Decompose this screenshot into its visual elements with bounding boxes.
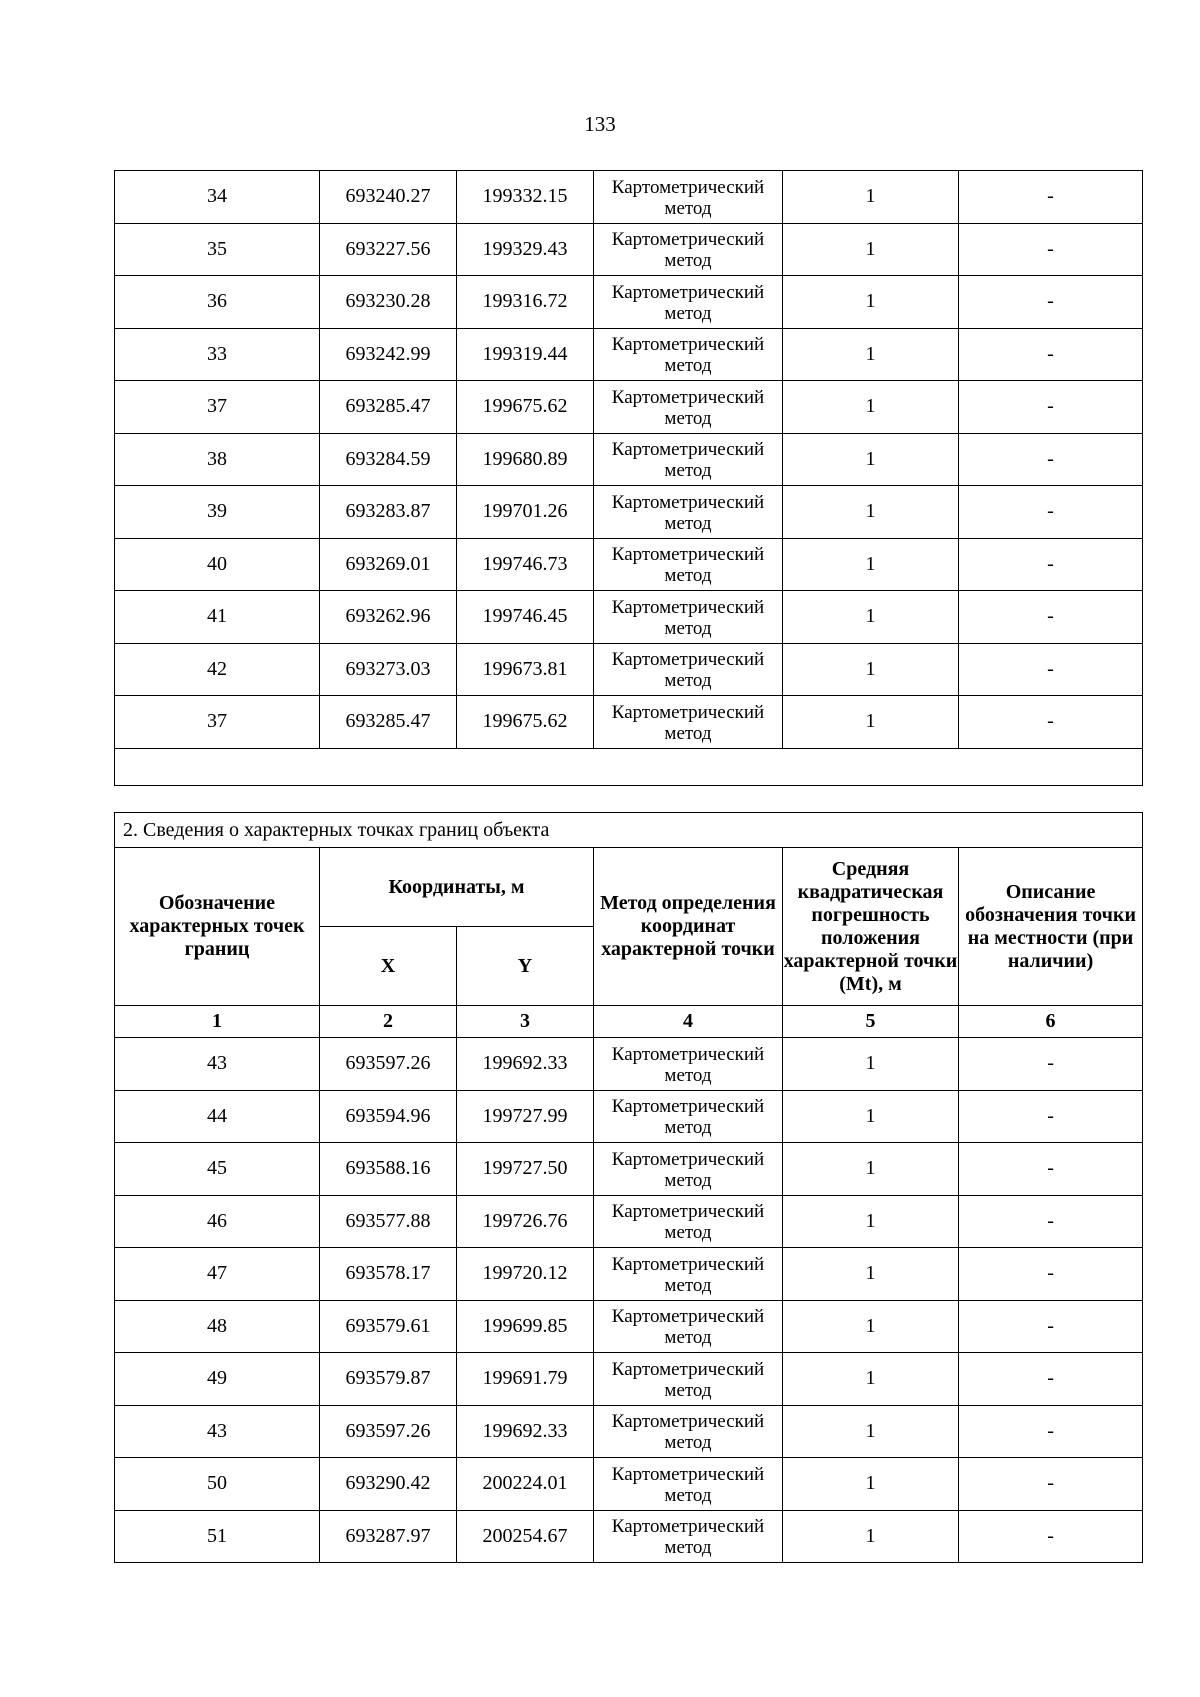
- x-coordinate-cell: 693262.96: [320, 591, 457, 644]
- point-cell: 44: [115, 1090, 320, 1143]
- description-cell: -: [959, 1458, 1143, 1511]
- description-cell: -: [959, 171, 1143, 224]
- description-cell: -: [959, 696, 1143, 749]
- description-cell: -: [959, 381, 1143, 434]
- point-cell: 40: [115, 538, 320, 591]
- description-cell: -: [959, 1353, 1143, 1406]
- method-cell: [594, 1353, 783, 1406]
- method-text-line1: Картометрический: [611, 1358, 765, 1380]
- table-row: [115, 171, 1143, 224]
- method-cell: [594, 643, 783, 696]
- x-coordinate-cell: 693269.01: [320, 538, 457, 591]
- description-cell: -: [959, 643, 1143, 696]
- point-cell: 39: [115, 486, 320, 539]
- mean-error-cell: 1: [783, 381, 959, 434]
- x-coordinate-cell: 693597.26: [320, 1405, 457, 1458]
- method-text-line2: метод: [664, 250, 712, 272]
- x-coordinate-cell: 693227.56: [320, 223, 457, 276]
- method-cell: [594, 1248, 783, 1301]
- mean-error-cell: 1: [783, 1405, 959, 1458]
- coordinates-table-continued: [114, 170, 1143, 786]
- point-cell: 38: [115, 433, 320, 486]
- y-coordinate-cell: 199680.89: [457, 433, 594, 486]
- column-number: 5: [783, 1006, 959, 1038]
- method-text-line1: Картометрический: [611, 701, 765, 723]
- point-cell: 50: [115, 1458, 320, 1511]
- y-coordinate-cell: 199675.62: [457, 381, 594, 434]
- y-coordinate-cell: 199692.33: [457, 1405, 594, 1458]
- point-cell: 49: [115, 1353, 320, 1406]
- method-text-line1: Картометрический: [611, 386, 765, 408]
- description-cell: -: [959, 1038, 1143, 1091]
- x-coordinate-cell: 693594.96: [320, 1090, 457, 1143]
- y-coordinate-cell: 199329.43: [457, 223, 594, 276]
- mean-error-cell: 1: [783, 1143, 959, 1196]
- section-title: 2. Сведения о характерных точках границ объекта: [115, 813, 1143, 848]
- method-cell: [594, 223, 783, 276]
- table-row: [115, 591, 1143, 644]
- mean-error-cell: 1: [783, 696, 959, 749]
- description-cell: -: [959, 538, 1143, 591]
- method-cell: [594, 276, 783, 329]
- table-row: [115, 1510, 1143, 1563]
- description-cell: -: [959, 1248, 1143, 1301]
- point-cell: 37: [115, 696, 320, 749]
- table-row: [115, 1405, 1143, 1458]
- x-coordinate-cell: 693290.42: [320, 1458, 457, 1511]
- y-coordinate-cell: 199316.72: [457, 276, 594, 329]
- method-text-line2: метод: [664, 1274, 712, 1296]
- method-cell: [594, 433, 783, 486]
- method-text-line2: метод: [664, 1327, 712, 1349]
- x-coordinate-cell: 693577.88: [320, 1195, 457, 1248]
- method-cell: [594, 171, 783, 224]
- header-coordinates: Координаты, м: [320, 848, 594, 927]
- method-text-line1: Картометрический: [611, 229, 765, 251]
- method-text-line2: метод: [664, 407, 712, 429]
- description-cell: -: [959, 1405, 1143, 1458]
- method-cell: [594, 1195, 783, 1248]
- table-row: [115, 1038, 1143, 1091]
- y-coordinate-cell: 199726.76: [457, 1195, 594, 1248]
- method-text-line2: метод: [664, 1222, 712, 1244]
- method-text-line2: метод: [664, 512, 712, 534]
- x-coordinate-cell: 693579.87: [320, 1353, 457, 1406]
- x-coordinate-cell: 693579.61: [320, 1300, 457, 1353]
- method-text-line1: Картометрический: [611, 439, 765, 461]
- method-cell: [594, 1300, 783, 1353]
- method-cell: [594, 1090, 783, 1143]
- method-text-line2: метод: [664, 1169, 712, 1191]
- table-row: [115, 643, 1143, 696]
- y-coordinate-cell: 199692.33: [457, 1038, 594, 1091]
- method-text-line1: Картометрический: [611, 1148, 765, 1170]
- column-number: 6: [959, 1006, 1143, 1038]
- point-cell: 37: [115, 381, 320, 434]
- table-row: [115, 486, 1143, 539]
- method-text-line1: Картометрический: [611, 1411, 765, 1433]
- point-cell: 51: [115, 1510, 320, 1563]
- column-number: 3: [457, 1006, 594, 1038]
- table-row: [115, 1353, 1143, 1406]
- description-cell: -: [959, 433, 1143, 486]
- column-number: 1: [115, 1006, 320, 1038]
- y-coordinate-cell: 200254.67: [457, 1510, 594, 1563]
- method-text-line1: Картометрический: [611, 649, 765, 671]
- point-cell: 45: [115, 1143, 320, 1196]
- point-cell: 35: [115, 223, 320, 276]
- method-text-line1: Картометрический: [611, 1516, 765, 1538]
- method-text-line1: Картометрический: [611, 1201, 765, 1223]
- mean-error-cell: 1: [783, 643, 959, 696]
- x-coordinate-cell: 693285.47: [320, 381, 457, 434]
- y-coordinate-cell: 199699.85: [457, 1300, 594, 1353]
- method-text-line1: Картометрический: [611, 1306, 765, 1328]
- method-text-line2: метод: [664, 670, 712, 692]
- method-text-line2: метод: [664, 302, 712, 324]
- point-cell: 42: [115, 643, 320, 696]
- description-cell: -: [959, 1195, 1143, 1248]
- method-cell: [594, 1405, 783, 1458]
- y-coordinate-cell: 200224.01: [457, 1458, 594, 1511]
- header-point-designation: Обозначение характерных точек границ: [115, 848, 320, 1006]
- y-coordinate-cell: 199746.45: [457, 591, 594, 644]
- mean-error-cell: 1: [783, 1353, 959, 1406]
- table-row: [115, 328, 1143, 381]
- column-number: 4: [594, 1006, 783, 1038]
- column-number: 2: [320, 1006, 457, 1038]
- mean-error-cell: 1: [783, 1458, 959, 1511]
- table-row: [115, 276, 1143, 329]
- x-coordinate-cell: 693273.03: [320, 643, 457, 696]
- method-text-line1: Картометрический: [611, 281, 765, 303]
- x-coordinate-cell: 693242.99: [320, 328, 457, 381]
- table-row: [115, 696, 1143, 749]
- method-cell: [594, 696, 783, 749]
- method-text-line2: метод: [664, 565, 712, 587]
- point-cell: 48: [115, 1300, 320, 1353]
- point-cell: 43: [115, 1405, 320, 1458]
- y-coordinate-cell: 199691.79: [457, 1353, 594, 1406]
- mean-error-cell: 1: [783, 171, 959, 224]
- table-row: [115, 538, 1143, 591]
- mean-error-cell: 1: [783, 223, 959, 276]
- mean-error-cell: 1: [783, 1510, 959, 1563]
- x-coordinate-cell: 693597.26: [320, 1038, 457, 1091]
- point-cell: 46: [115, 1195, 320, 1248]
- x-coordinate-cell: 693283.87: [320, 486, 457, 539]
- point-cell: 43: [115, 1038, 320, 1091]
- method-cell: [594, 486, 783, 539]
- description-cell: -: [959, 486, 1143, 539]
- x-coordinate-cell: 693240.27: [320, 171, 457, 224]
- boundary-points-table: [114, 812, 1143, 1563]
- method-cell: [594, 1143, 783, 1196]
- header-x: X: [320, 927, 457, 1006]
- table-row: [115, 1195, 1143, 1248]
- header-mean-error: Средняя квадратическая погрешность положения характерной точки (Mt), м: [783, 848, 959, 1006]
- boundary-points-table-body: [115, 1038, 1143, 1563]
- method-cell: [594, 538, 783, 591]
- method-cell: [594, 1458, 783, 1511]
- header-method: Метод определения координат характерной точки: [594, 848, 783, 1006]
- page-number: 133: [584, 112, 616, 136]
- empty-cell: [115, 748, 1143, 785]
- mean-error-cell: 1: [783, 433, 959, 486]
- mean-error-cell: 1: [783, 591, 959, 644]
- description-cell: -: [959, 1090, 1143, 1143]
- mean-error-cell: 1: [783, 538, 959, 591]
- method-text-line2: метод: [664, 1537, 712, 1559]
- method-text-line2: метод: [664, 355, 712, 377]
- method-text-line2: метод: [664, 1484, 712, 1506]
- header-y: Y: [457, 927, 594, 1006]
- table-row: [115, 433, 1143, 486]
- description-cell: -: [959, 1510, 1143, 1563]
- point-cell: 47: [115, 1248, 320, 1301]
- mean-error-cell: 1: [783, 1038, 959, 1091]
- x-coordinate-cell: 693287.97: [320, 1510, 457, 1563]
- method-text-line2: метод: [664, 1117, 712, 1139]
- x-coordinate-cell: 693588.16: [320, 1143, 457, 1196]
- point-cell: 41: [115, 591, 320, 644]
- y-coordinate-cell: 199673.81: [457, 643, 594, 696]
- y-coordinate-cell: 199746.73: [457, 538, 594, 591]
- description-cell: -: [959, 1143, 1143, 1196]
- table-row: [115, 1300, 1143, 1353]
- point-cell: 36: [115, 276, 320, 329]
- mean-error-cell: 1: [783, 1090, 959, 1143]
- y-coordinate-cell: 199675.62: [457, 696, 594, 749]
- table-row: [115, 381, 1143, 434]
- method-text-line1: Картометрический: [611, 1043, 765, 1065]
- table-row: [115, 1458, 1143, 1511]
- mean-error-cell: 1: [783, 276, 959, 329]
- y-coordinate-cell: 199727.50: [457, 1143, 594, 1196]
- mean-error-cell: 1: [783, 1195, 959, 1248]
- method-cell: [594, 1510, 783, 1563]
- y-coordinate-cell: 199319.44: [457, 328, 594, 381]
- x-coordinate-cell: 693284.59: [320, 433, 457, 486]
- mean-error-cell: 1: [783, 1300, 959, 1353]
- description-cell: -: [959, 591, 1143, 644]
- description-cell: -: [959, 223, 1143, 276]
- method-text-line1: Картометрический: [611, 334, 765, 356]
- table-row: [115, 223, 1143, 276]
- method-text-line2: метод: [664, 1379, 712, 1401]
- point-cell: 33: [115, 328, 320, 381]
- method-text-line2: метод: [664, 1432, 712, 1454]
- method-text-line1: Картометрический: [611, 596, 765, 618]
- empty-row: [115, 748, 1143, 785]
- x-coordinate-cell: 693578.17: [320, 1248, 457, 1301]
- method-text-line1: Картометрический: [611, 1253, 765, 1275]
- y-coordinate-cell: 199727.99: [457, 1090, 594, 1143]
- method-text-line2: метод: [664, 197, 712, 219]
- method-text-line2: метод: [664, 1064, 712, 1086]
- mean-error-cell: 1: [783, 486, 959, 539]
- method-cell: [594, 381, 783, 434]
- coordinates-table-body: [115, 171, 1143, 786]
- table-row: [115, 1143, 1143, 1196]
- table-row: [115, 1090, 1143, 1143]
- method-cell: [594, 1038, 783, 1091]
- header-description: Описание обозначения точки на местности (при наличии): [959, 848, 1143, 1006]
- y-coordinate-cell: 199701.26: [457, 486, 594, 539]
- method-text-line1: Картометрический: [611, 491, 765, 513]
- method-text-line1: Картометрический: [611, 176, 765, 198]
- description-cell: -: [959, 328, 1143, 381]
- mean-error-cell: 1: [783, 1248, 959, 1301]
- table-row: [115, 1248, 1143, 1301]
- method-text-line2: метод: [664, 460, 712, 482]
- method-text-line2: метод: [664, 722, 712, 744]
- y-coordinate-cell: 199332.15: [457, 171, 594, 224]
- x-coordinate-cell: 693230.28: [320, 276, 457, 329]
- method-text-line1: Картометрический: [611, 1463, 765, 1485]
- method-text-line1: Картометрический: [611, 1096, 765, 1118]
- point-cell: 34: [115, 171, 320, 224]
- method-text-line2: метод: [664, 617, 712, 639]
- y-coordinate-cell: 199720.12: [457, 1248, 594, 1301]
- x-coordinate-cell: 693285.47: [320, 696, 457, 749]
- method-cell: [594, 328, 783, 381]
- description-cell: -: [959, 1300, 1143, 1353]
- mean-error-cell: 1: [783, 328, 959, 381]
- method-text-line1: Картометрический: [611, 544, 765, 566]
- method-cell: [594, 591, 783, 644]
- description-cell: -: [959, 276, 1143, 329]
